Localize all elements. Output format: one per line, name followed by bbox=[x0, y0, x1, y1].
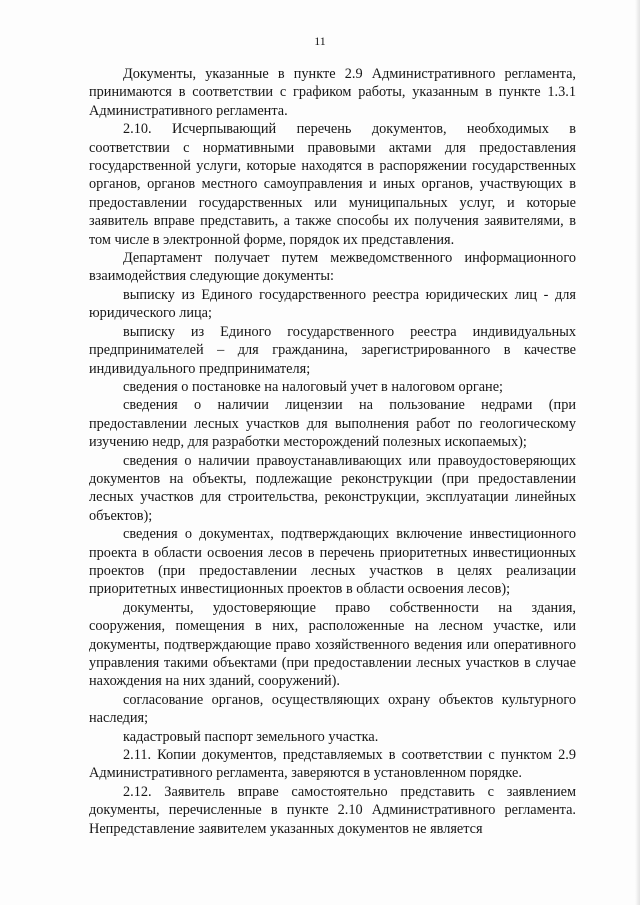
list-item-cultural-heritage-approval: согласование органов, осуществляющих охрану объектов культурного наследия; bbox=[89, 691, 576, 727]
document-body bbox=[89, 65, 576, 838]
list-item-title-documents: сведения о наличии правоустанавливающих или правоудостоверяющих документов на объекты, подлежащие реконструкции (при предоставлении лесных участков для строительства, реконструкции, эксплуатации линейных объектов); bbox=[89, 452, 576, 524]
list-item-legal-entities-extract: выписку из Единого государственного реестра юридических лиц - для юридического лица; bbox=[89, 286, 576, 322]
list-item-entrepreneurs-extract: выписку из Единого государственного реестра индивидуальных предпринимателей – для гражданина, зарегистрированного в качестве индивидуального предпринимателя; bbox=[89, 323, 576, 377]
list-item-tax-registration: сведения о постановке на налоговый учет в налоговом органе; bbox=[123, 378, 504, 395]
paragraph-department-receives: Департамент получает путем межведомственного информационного взаимодействия следующие документы: bbox=[89, 250, 576, 285]
list-item-cadastral-passport: кадастровый паспорт земельного участка. bbox=[123, 728, 379, 745]
list-item-ownership-documents: документы, удостоверяющие право собственности на здания, сооружения, помещения в них, расположенные на лесном участке, или документы, подтверждающие право хозяйственного ведения или оперативного управления такими объектами (при предоставлении лесных участков в случае нахождения на них зданий, сооружений). bbox=[89, 599, 576, 690]
list-item-subsoil-license: сведения о наличии лицензии на пользование недрами (при предоставлении лесных участков для выполнения работ по геологическому изучению недр, для разработки месторождений полезных ископаемых); bbox=[89, 397, 576, 451]
paragraph-2-10: 2.10. Исчерпывающий перечень документов, необходимых в соответствии с нормативными правовыми актами для предоставления государственной услуги, которые находятся в распоряжении государственных органов, органов местного самоуправления и иных органов, участвующих в предоставлении государственных или муниципальных услуг, и которые заявитель вправе представить, а также способы их получения заявителями, в том числе в электронной форме, порядок их представления. bbox=[89, 121, 576, 248]
list-item-investment-project: сведения о документах, подтверждающих включение инвестиционного проекта в области освоения лесов в перечень приоритетных инвестиционных проектов (при предоставлении лесных участков в целях реализации приоритетных инвестиционных проектов в области освоения лесов); bbox=[89, 526, 576, 598]
paragraph-2-12: 2.12. Заявитель вправе самостоятельно представить с заявлением документы, перечисленные в пункте 2.10 Административного регламента. Непредставление заявителем указанных документов не является bbox=[89, 783, 576, 837]
paragraph-documents-accepted: Документы, указанные в пункте 2.9 Административного регламента, принимаются в соответствии с графиком работы, указанным в пункте 1.3.1 Административного регламента. bbox=[89, 66, 576, 119]
page-edge-shadow bbox=[635, 0, 640, 905]
paragraph-2-11: 2.11. Копии документов, представляемых в соответствии с пунктом 2.9 Административного регламента, заверяются в установленном порядке. bbox=[89, 747, 576, 782]
page-number: 11 bbox=[314, 34, 326, 48]
